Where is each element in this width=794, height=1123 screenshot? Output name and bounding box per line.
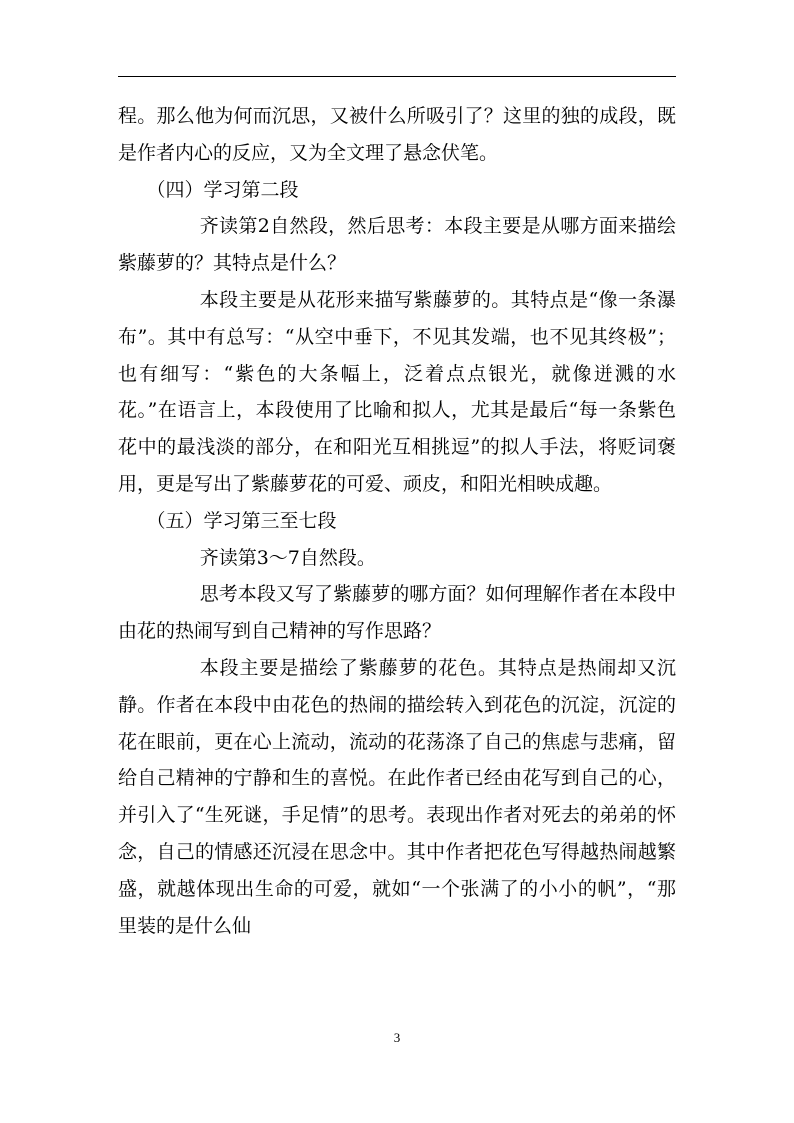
section-heading-four: （四）学习第二段 bbox=[146, 178, 299, 201]
paragraph-task-three-seven: 齐读第3～7自然段。 bbox=[199, 546, 376, 569]
document-body bbox=[118, 98, 676, 944]
paragraph-task-two: 齐读第2自然段，然后思考：本段主要是从哪方面来描绘紫藤萝的？其特点是什么？ bbox=[118, 215, 676, 275]
header-rule bbox=[118, 76, 676, 77]
paragraph-continuation: 程。那么他为何而沉思，又被什么所吸引了？这里的独的成段，既是作者内心的反应，又为全文理了悬念伏笔。 bbox=[118, 105, 676, 164]
paragraph-analysis-five: 本段主要是描绘了紫藤萝的花色。其特点是热闹却又沉静。作者在本段中由花色的热闹的描绘转入到花色的沉淀，沉淀的花在眼前，更在心上流动，流动的花荡涤了自己的焦虑与悲痛，留给自己精神的宁静和生的喜悦。在此作者已经由花写到自己的心，并引入了“生死谜，手足情”的思考。表现出作者对死去的弟弟的怀念，自己的情感还沉浸在思念中。其中作者把花色写得越热闹越繁盛，就越体现出生命的可爱，就如“一个张满了的小小的帆”，“那里装的是什么仙 bbox=[118, 656, 676, 937]
section-heading-five: （五）学习第三至七段 bbox=[146, 509, 337, 532]
paragraph-question: 思考本段又写了紫藤萝的哪方面？如何理解作者在本段中由花的热闹写到自己精神的写作思路？ bbox=[118, 583, 676, 643]
page-number: 3 bbox=[393, 1030, 401, 1045]
paragraph-analysis-two: 本段主要是从花形来描写紫藤萝的。其特点是“像一条瀑布”。其中有总写：“从空中垂下，不见其发端，也不见其终极”；也有细写：“紫色的大条幅上，泛着点点银光，就像迸溅的水花。”在语言上，本段使用了比喻和拟人，尤其是最后“每一条紫色花中的最浅淡的部分，在和阳光互相挑逗”的拟人手法，将贬词褒用，更是写出了紫藤萝花的可爱、顽皮，和阳光相映成趣。 bbox=[118, 288, 676, 495]
